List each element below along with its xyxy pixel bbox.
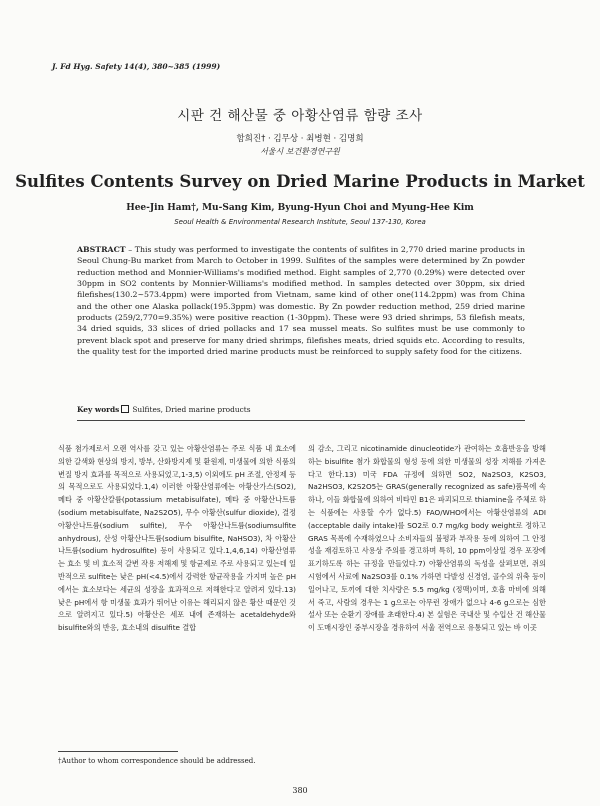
- keywords-text: Sulfites, Dried marine products: [132, 405, 251, 414]
- body-column-left: [58, 443, 296, 635]
- abstract-label: ABSTRACT: [77, 245, 126, 254]
- body-column-right: [308, 443, 546, 635]
- keywords: [77, 405, 251, 414]
- english-affiliation: Seoul Health & Environmental Research Institute, Seoul 137-130, Korea: [174, 218, 426, 226]
- korean-authors: 함희진† · 김무상 · 최병현 · 김명희: [236, 134, 364, 144]
- keywords-label: Key words: [77, 405, 120, 414]
- body-right-text: 의 감소, 그리고 nicotinamide dinucleotide가 관여하는 호흡반응을 방해하는 bisulfite 첨가 화합물의 형성 등에 의한 미생물의 성장 저해를 가져온다고 한다.13) 미국 FDA 규정에 의하면 SO2, Na2SO3, K2SO3, Na2HSO3, K2S2O5는 GRAS(generally recognized as safe)품목에 속하나, 이들 화합물에 의하여 비타민 B1은 파괴되므로 thiamine을 주체로 하는 식품에는 사용할 수가 없다.5) FAO/WHO에서는 아황산염류의 ADI (acceptable daily intake)를 SO2로 0.7 mg/kg body weight로 정하고 GRAS 목록에 수재하였으나 소비자들의 불평과 부작용 등에 의하여 그 안정성을 재검토하고 사용상 주의를 경고하며 특히, 10 ppm이상일 경우 포장에 표기하도록 하는 규정을 만들었다.7) 아황산염류의 독성을 살펴보면, 쥐의 시험에서 사료에 Na2SO3를 0.1% 가하면 다발성 신경염, 골수의 위축 등이 일어나고, 토끼에 대한 치사량은 5.5 mg/kg (정맥)이며, 호흡 마비에 의해서 죽고, 사람의 경우는 1 g으로는 아무런 장애가 없으나 4-6 g으로는 심한 설사 또는 순환기 장애를 초래한다.4) 본 실험은 국내산 및 수입산 건 해산물이 도매시장인 중부시장을 경유하여 서울 전역으로 유통되고 있는 바 이곳: [308, 444, 546, 633]
- abstract-text: – This study was performed to investigate the contents of sulfites in 2,770 dried marine products in Seoul Chung-Bu market from March to October in 1999. Sulfites of the samples were determined by Zn powder reduction method and Monnier-Williams's modified method. Eight samples of 2,770 (0.29%) were detected over 30ppm in SO2 contents by Monnier-Williams's modified method. In samples detected over 30ppm, six dried filefishes(130.2~573.4ppm) were imported from Vietnam, same kind of other one(114.2ppm) was from China and the other one Alaska pollack(195.3ppm) was domestic. By Zn powder reduction method, 259 dried marine products (259/2,770=9.35%) were positive reaction (1-30ppm). These were 93 dried shrimps, 53 filefish meats, 34 dried squids, 33 slices of dried pollacks and 17 sea mussel meats. So sulfites must be use commonly to prevent black spot and preserve for many dried shrimps, filefishes meats, dried squids etc. According to results, the quality test for the imported dried marine products must be reinforced to supply safety food for the citizens.: [77, 245, 525, 357]
- korean-affiliation: 서울시 보건환경연구원: [260, 147, 340, 156]
- footnote-divider: [58, 751, 178, 752]
- page-number: 380: [292, 786, 308, 795]
- footnote: †Author to whom correspondence should be addressed.: [58, 757, 256, 765]
- journal-citation: J. Fd Hyg. Safety 14(4), 380~385 (1999): [52, 62, 221, 71]
- english-title: Sulfites Contents Survey on Dried Marine Products in Market: [15, 172, 585, 191]
- abstract: [77, 244, 525, 357]
- keywords-box-icon: [121, 405, 129, 413]
- body-left-text: 식품 첨가제로서 오랜 역사를 갖고 있는 아황산염류는 주로 식품 내 효소에 의한 갈색화 현상의 방지, 방부, 산화방지제 및 환원제, 미생물에 의한 식품의 변질 방지 효과를 목적으로 사용되었고,1-3,5) 이외에도 pH 조절, 안정제 등의 목적으로도 사용되었다.1,4) 이러한 아황산염류에는 아황산가스(SO2), 메타 중 아황산칼륨(potassium metabisulfate), 메타 중 아황산나트륨(sodium metabisulfate, Na2S2O5), 무수 아황산(sulfur dioxide), 결정 아황산나트륨(sodium sulfite), 무수 아황산나트륨(sodiumsulfite anhydrous), 산성 아황산나트륨(sodium bisulfite, NaHSO3), 차 아황산나트륨(sodium hydrosulfite) 등이 사용되고 있다.1,4,6,14) 아황산염류는 효소 및 비 효소적 갈변 작용 저해제 및 항균제로 주로 사용되고 있는데 일반적으로 sulfite는 낮은 pH(<4.5)에서 강력한 항균작용을 가지며 높은 pH에서는 효소보다는 세균의 성장을 효과적으로 저해한다고 알려져 있다.13) 낮은 pH에서 항 미생물 효과가 뛰어난 이유는 해리되지 않은 황산 때문인 것으로 알려지고 있다.5) 아황산은 세포 내에 존재하는 acetaldehyde와 bisulfite와의 반응, 효소내의 disulfite 결합: [58, 444, 296, 633]
- korean-title: 시판 건 해산물 중 아황산염류 함량 조사: [177, 108, 423, 124]
- english-authors: Hee-Jin Ham†, Mu-Sang Kim, Byung-Hyun Choi and Myung-Hee Kim: [126, 203, 474, 213]
- keywords-divider: [77, 420, 525, 421]
